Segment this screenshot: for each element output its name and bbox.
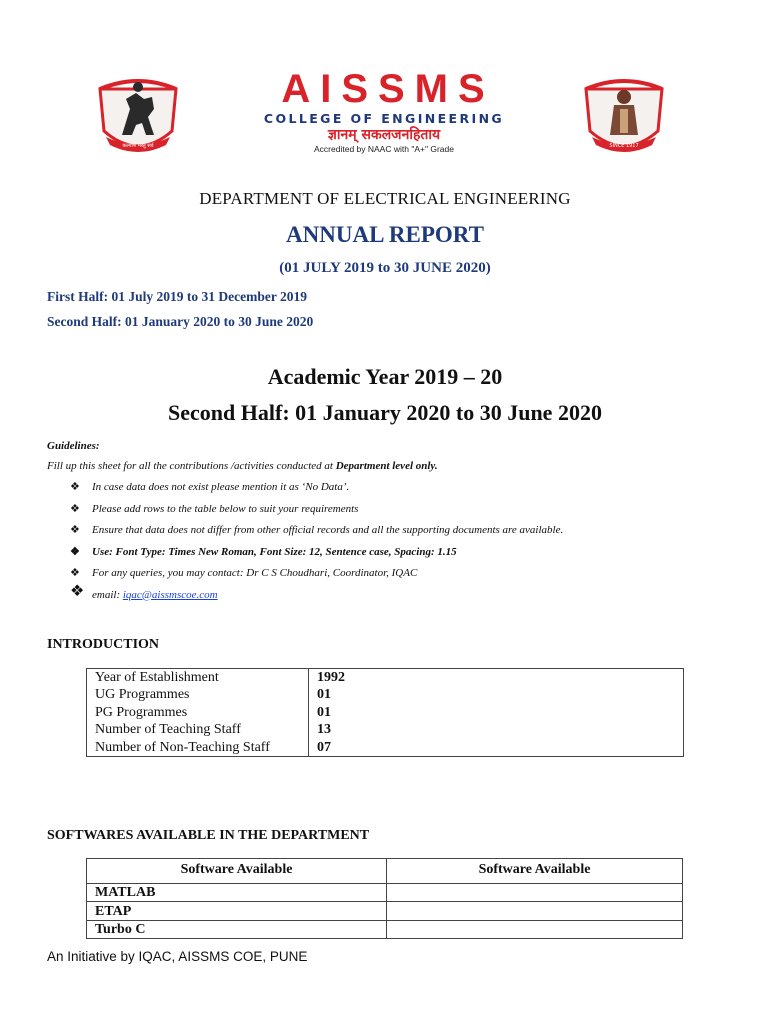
table-cell-label: UG Programmes xyxy=(87,686,309,703)
right-emblem-text: SINCE 1917 xyxy=(609,143,639,149)
list-item xyxy=(70,502,563,524)
table-row xyxy=(87,669,684,687)
report-period: (01 JULY 2019 to 30 JUNE 2020) xyxy=(279,260,491,276)
shivaji-emblem-icon xyxy=(92,69,184,161)
list-item xyxy=(70,480,563,502)
guideline-text: Use: Font Type: Times New Roman, Font Size: 12, Sentence case, Spacing: 1.15 xyxy=(92,545,457,558)
table-cell-label: PG Programmes xyxy=(87,704,309,721)
table-row xyxy=(87,721,684,738)
list-item xyxy=(70,545,563,567)
diamond-bullet-icon: ❖ xyxy=(70,481,80,493)
table-row xyxy=(87,902,683,920)
table-cell-value: 07 xyxy=(309,739,684,757)
section-half-heading: Second Half: 01 January 2020 to 30 June 2020 xyxy=(168,400,602,425)
table-cell xyxy=(387,884,683,902)
department-title: DEPARTMENT OF ELECTRICAL ENGINEERING xyxy=(199,189,571,208)
guidelines-intro-bold: Department level only. xyxy=(335,460,438,472)
first-half-period: First Half: 01 July 2019 to 31 December 2019 xyxy=(47,289,307,304)
guideline-text: For any queries, you may contact: Dr C S Choudhari, Coordinator, IQAC xyxy=(92,567,418,579)
list-item xyxy=(70,566,563,588)
table-row xyxy=(87,920,683,938)
email-label: email: xyxy=(92,588,123,601)
table-row xyxy=(87,884,683,902)
table-cell xyxy=(387,902,683,920)
table-header-row xyxy=(87,859,683,884)
table-cell-value: 01 xyxy=(309,686,684,703)
college-logo xyxy=(232,69,536,154)
diamond-bullet-icon: ❖ xyxy=(70,545,80,558)
table-cell-value: 01 xyxy=(309,704,684,721)
logo-subtitle: COLLEGE OF ENGINEERING xyxy=(263,111,505,126)
column-header: Software Available xyxy=(87,859,387,884)
table-row xyxy=(87,739,684,757)
page-footer: An Initiative by IQAC, AISSMS COE, PUNE xyxy=(47,949,308,964)
list-item xyxy=(70,582,563,610)
college-header xyxy=(0,55,770,155)
column-header: Software Available xyxy=(387,859,683,884)
software-table xyxy=(86,858,683,939)
table-cell-label: Number of Teaching Staff xyxy=(87,721,309,738)
diamond-bullet-icon: ❖ xyxy=(70,567,80,579)
guidelines-list xyxy=(70,480,563,609)
introduction-title: INTRODUCTION xyxy=(47,637,160,652)
email-link[interactable]: iqac@aissmscoe.com xyxy=(122,588,218,601)
guideline-text: In case data does not exist please mention it as ‘No Data’. xyxy=(92,481,350,493)
guidelines-intro xyxy=(47,460,438,472)
guidelines-intro-text: Fill up this sheet for all the contributions /activities conducted at xyxy=(47,460,336,472)
software-title: SOFTWARES AVAILABLE IN THE DEPARTMENT xyxy=(47,828,370,843)
left-emblem-text: कल्याण मस्तु सर्व xyxy=(122,143,154,149)
guideline-text: Please add rows to the table below to suit your requirements xyxy=(92,502,359,515)
guidelines-title: Guidelines: xyxy=(47,440,100,452)
report-title: ANNUAL REPORT xyxy=(286,222,484,247)
logo-motto: ज्ञानम् सकलजनहिताय xyxy=(327,127,441,143)
table-cell-label: Year of Establishment xyxy=(87,669,309,687)
table-cell: ETAP xyxy=(87,902,387,920)
table-cell-label: Number of Non-Teaching Staff xyxy=(87,739,309,757)
founder-emblem-icon xyxy=(578,69,670,161)
table-cell-value: 13 xyxy=(309,721,684,738)
table-cell: MATLAB xyxy=(87,884,387,902)
introduction-table xyxy=(86,668,684,757)
table-row xyxy=(87,704,684,721)
academic-year-heading: Academic Year 2019 – 20 xyxy=(267,364,503,389)
list-item xyxy=(70,523,563,545)
diamond-bullet-icon: ❖ xyxy=(70,582,85,600)
guideline-text: Ensure that data does not differ from other official records and all the supporting documents are available. xyxy=(92,524,564,536)
table-row xyxy=(87,686,684,703)
table-cell xyxy=(387,920,683,938)
second-half-period: Second Half: 01 January 2020 to 30 June 2020 xyxy=(47,314,314,329)
accreditation-text: Accredited by NAAC with "A+" Grade xyxy=(314,144,454,154)
table-cell-value: 1992 xyxy=(309,669,684,687)
diamond-bullet-icon: ❖ xyxy=(70,524,80,536)
table-cell: Turbo C xyxy=(87,920,387,938)
diamond-bullet-icon: ❖ xyxy=(70,502,80,515)
logo-title: AISSMS xyxy=(281,67,495,111)
